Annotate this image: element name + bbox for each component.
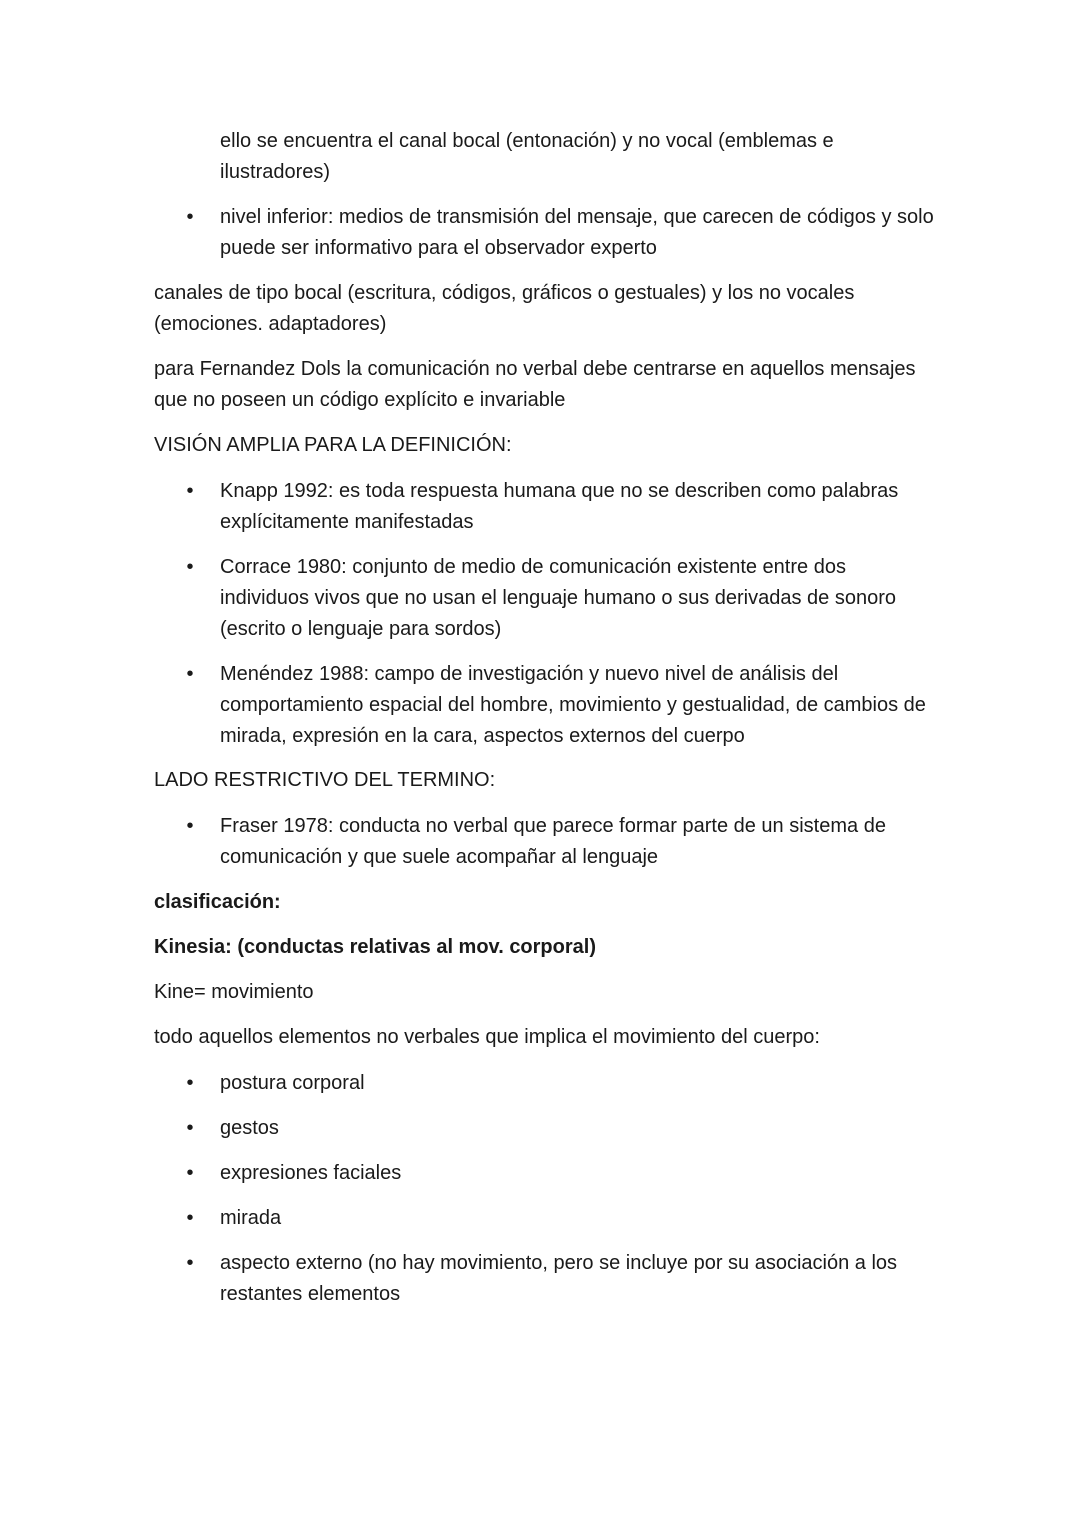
bullet-icon: • (186, 1207, 194, 1229)
list-item (154, 476, 934, 538)
list-item-text: aspecto externo (no hay movimiento, pero se incluye por su asociación a los restantes elementos (220, 1252, 898, 1305)
bullet-icon: • (186, 1072, 194, 1094)
list-item (154, 1113, 934, 1144)
paragraph-fernandez: para Fernandez Dols la comunicación no verbal debe centrarse en aquellos mensajes que no poseen un código explícito e invariable (154, 358, 916, 411)
list-item-text: nivel inferior: medios de transmisión del mensaje, que carecen de códigos y solo puede ser informativo para el observador experto (220, 206, 934, 259)
list-item-text: gestos (220, 1117, 279, 1139)
paragraph-canales: canales de tipo bocal (escritura, códigos, gráficos o gestuales) y los no vocales (emociones. adaptadores) (154, 282, 855, 335)
list-item-text: mirada (220, 1207, 282, 1229)
heading-kinesia: Kinesia: (conductas relativas al mov. corporal) (154, 936, 596, 958)
bullet-icon: • (186, 1117, 194, 1139)
vision-list (154, 476, 934, 752)
list-item-text: Knapp 1992: es toda respuesta humana que no se describen como palabras explícitamente manifestadas (220, 480, 899, 533)
list-item-text: Menéndez 1988: campo de investigación y nuevo nivel de análisis del comportamiento espacial del hombre, movimiento y gestualidad, de cambios de mirada, expresión en la cara, aspectos externos del cuerpo (220, 663, 926, 747)
list-item (154, 202, 934, 264)
list-item (154, 552, 934, 645)
list-item-text: postura corporal (220, 1072, 365, 1094)
list-item-text: Corrace 1980: conjunto de medio de comunicación existente entre dos individuos vivos que no usan el lenguaje humano o sus derivadas de sonoro (escrito o lenguaje para sordos) (220, 556, 897, 640)
intro-continuation: ello se encuentra el canal bocal (entonación) y no vocal (emblemas e ilustradores) (220, 130, 834, 183)
restrictivo-list (154, 811, 934, 873)
list-item (154, 1158, 934, 1189)
bullet-icon: • (186, 1252, 194, 1274)
list-item (154, 1248, 934, 1310)
list-item-text: Fraser 1978: conducta no verbal que parece formar parte de un sistema de comunicación y que suele acompañar al lenguaje (220, 815, 886, 868)
bullet-icon: • (186, 556, 194, 578)
list-item-text: expresiones faciales (220, 1162, 402, 1184)
bullet-icon: • (186, 206, 194, 228)
bullet-icon: • (186, 1162, 194, 1184)
paragraph-kine: Kine= movimiento (154, 981, 314, 1003)
list-item (154, 811, 934, 873)
kinesia-list (154, 1068, 934, 1310)
levels-list (154, 202, 934, 264)
heading-clasificacion: clasificación: (154, 891, 281, 913)
paragraph-todo: todo aquellos elementos no verbales que implica el movimiento del cuerpo: (154, 1026, 820, 1048)
heading-lado-restrictivo: LADO RESTRICTIVO DEL TERMINO: (154, 769, 496, 791)
bullet-icon: • (186, 663, 194, 685)
list-item (154, 659, 934, 752)
list-item (154, 1068, 934, 1099)
bullet-icon: • (186, 815, 194, 837)
heading-vision-amplia: VISIÓN AMPLIA PARA LA DEFINICIÓN: (154, 434, 512, 456)
list-item (154, 1203, 934, 1234)
bullet-icon: • (186, 480, 194, 502)
